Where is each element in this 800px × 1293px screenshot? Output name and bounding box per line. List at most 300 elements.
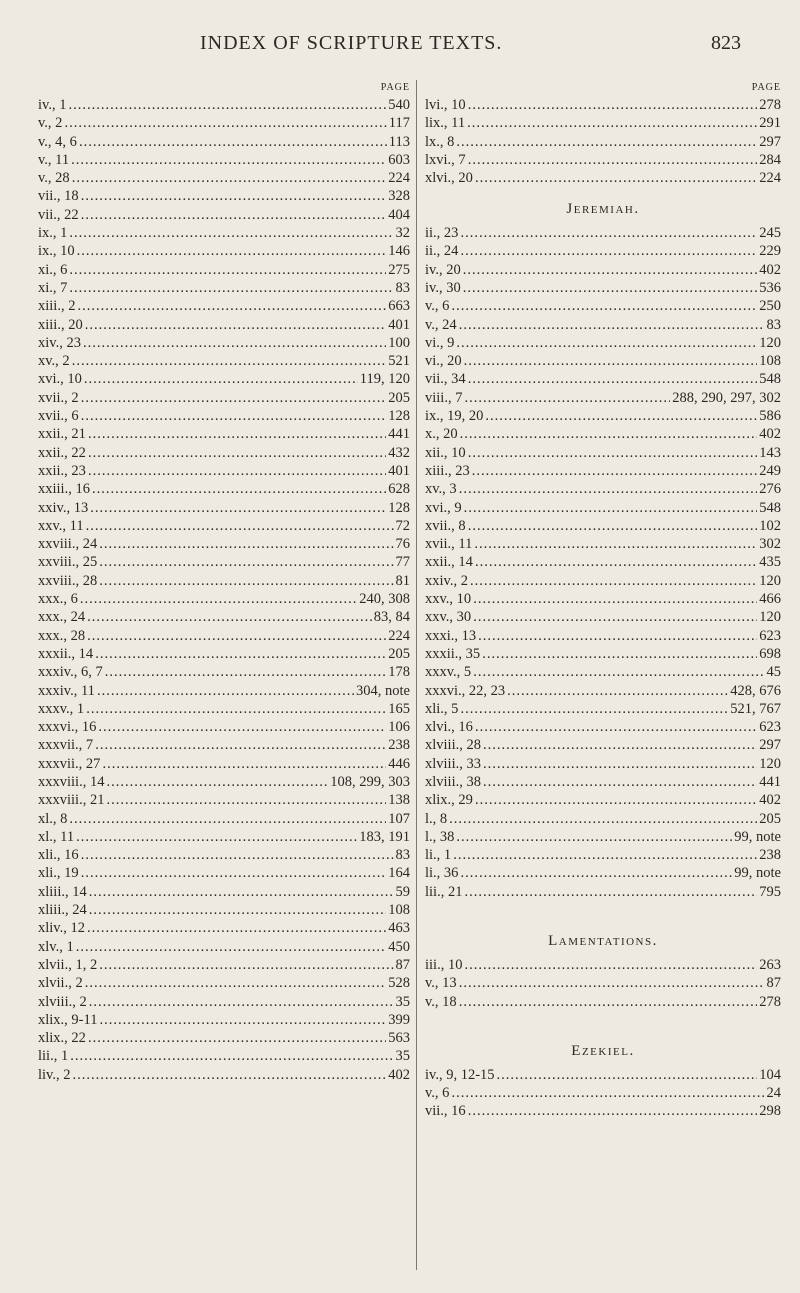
page-reference: 291 <box>759 115 781 132</box>
page-reference: 35 <box>395 993 410 1010</box>
page-reference: 402 <box>759 426 781 443</box>
page-reference: 76 <box>395 536 410 553</box>
dot-leader <box>464 883 757 901</box>
page-reference: 119, 120 <box>359 371 410 388</box>
column-divider <box>416 80 417 1270</box>
dot-leader <box>86 700 386 718</box>
scripture-reference: ix., 10 <box>38 243 75 260</box>
page-column-label: PAGE <box>380 82 410 93</box>
scripture-reference: v., 28 <box>38 170 70 187</box>
scripture-reference: xlviii., 33 <box>425 755 481 772</box>
page-reference: 548 <box>759 371 781 388</box>
scripture-reference: xv., 3 <box>425 481 457 498</box>
page-reference: 328 <box>388 188 410 205</box>
dot-leader <box>456 133 757 151</box>
scripture-reference: iv., 20 <box>425 261 461 278</box>
index-entry <box>38 206 410 224</box>
scripture-reference: xiv., 23 <box>38 334 81 351</box>
index-entry <box>425 810 781 828</box>
page-reference: 278 <box>759 993 781 1010</box>
scripture-reference: xl., 11 <box>38 828 75 845</box>
page-reference: 106 <box>388 719 410 736</box>
scripture-reference: xliii., 24 <box>38 902 87 919</box>
page-column-label: PAGE <box>751 82 781 93</box>
scripture-reference: xxx., 6 <box>38 591 78 608</box>
dot-leader <box>497 1066 758 1084</box>
index-entry <box>38 553 410 571</box>
page-reference: 120 <box>759 609 781 626</box>
scripture-reference: vi., 20 <box>425 353 462 370</box>
dot-leader <box>483 773 757 791</box>
dot-leader <box>72 169 387 187</box>
page-reference: 428, 676 <box>730 682 781 699</box>
scripture-reference: xvii., 2 <box>38 389 79 406</box>
index-entry <box>425 1102 781 1120</box>
left-index-column <box>38 80 410 1084</box>
dot-leader <box>485 407 757 425</box>
scripture-reference: xxviii., 24 <box>38 536 98 553</box>
page-reference: 120 <box>759 755 781 772</box>
dot-leader <box>460 224 757 242</box>
dot-leader <box>95 645 386 663</box>
index-entry <box>425 242 781 260</box>
scripture-reference: xl., 8 <box>38 810 68 827</box>
index-entry <box>38 974 410 992</box>
scripture-reference: vii., 18 <box>38 188 79 205</box>
index-entry <box>425 480 781 498</box>
dot-leader <box>470 572 757 590</box>
page-reference: 402 <box>759 792 781 809</box>
scripture-reference: xxxi., 13 <box>425 627 477 644</box>
page-reference: 107 <box>388 810 410 827</box>
scripture-reference: xlix., 9-11 <box>38 1011 98 1028</box>
index-entry <box>38 1029 410 1047</box>
index-entry <box>425 517 781 535</box>
dot-leader <box>98 718 386 736</box>
index-entry <box>425 993 781 1011</box>
dot-leader <box>473 590 757 608</box>
dot-leader <box>99 553 393 571</box>
page-reference: 446 <box>388 755 410 772</box>
page-reference: 563 <box>388 1030 410 1047</box>
page-reference: 178 <box>388 664 410 681</box>
scripture-reference: xxxvi., 22, 23 <box>425 682 506 699</box>
index-entry <box>38 810 410 828</box>
scripture-reference: iv., 9, 12-15 <box>425 1066 495 1083</box>
scripture-reference: xvii., 6 <box>38 408 79 425</box>
index-entry <box>425 169 781 187</box>
dot-leader <box>478 627 757 645</box>
page-reference: 298 <box>759 1103 781 1120</box>
scripture-reference: vii., 34 <box>425 371 466 388</box>
index-entry <box>38 297 410 315</box>
dot-leader <box>464 352 758 370</box>
page-reference: 528 <box>388 975 410 992</box>
page-reference: 87 <box>766 975 781 992</box>
index-entry <box>38 1066 410 1084</box>
index-entry <box>425 553 781 571</box>
dot-leader <box>459 993 758 1011</box>
index-entry <box>425 846 781 864</box>
index-entry <box>425 828 781 846</box>
scripture-reference: li., 1 <box>425 847 452 864</box>
dot-leader <box>97 682 354 700</box>
dot-leader <box>475 553 757 571</box>
index-entry <box>425 645 781 663</box>
dot-leader <box>482 645 757 663</box>
scripture-reference: v., 13 <box>425 975 457 992</box>
dot-leader <box>468 444 758 462</box>
page-reference: 205 <box>388 389 410 406</box>
dot-leader <box>81 187 387 205</box>
page-reference: 108 <box>388 902 410 919</box>
scripture-reference: xlvi., 20 <box>425 170 473 187</box>
index-entry <box>38 535 410 553</box>
index-entry <box>425 224 781 242</box>
scripture-reference: xlvii., 1, 2 <box>38 956 98 973</box>
index-entry <box>425 334 781 352</box>
page-reference: 224 <box>388 170 410 187</box>
index-entry <box>38 425 410 443</box>
page-reference: 100 <box>388 334 410 351</box>
book-heading: Jeremiah. <box>566 201 640 218</box>
scripture-reference: xiii., 23 <box>425 462 470 479</box>
page-reference: 224 <box>388 627 410 644</box>
index-entry <box>425 1066 781 1084</box>
scripture-reference: xi., 6 <box>38 261 68 278</box>
page-reference: 83 <box>766 316 781 333</box>
index-entry <box>38 96 410 114</box>
dot-leader <box>99 1011 386 1029</box>
scripture-reference: v., 6 <box>425 1085 450 1102</box>
index-entry <box>425 590 781 608</box>
page-reference: 521, 767 <box>730 700 781 717</box>
page-reference: 441 <box>388 426 410 443</box>
page-reference: 623 <box>759 627 781 644</box>
index-entry <box>38 682 410 700</box>
page-number: 823 <box>711 32 741 54</box>
dot-leader <box>72 352 387 370</box>
index-entry <box>425 791 781 809</box>
page-reference: 143 <box>759 444 781 461</box>
scripture-reference: xxxiv., 6, 7 <box>38 664 103 681</box>
page-reference: 548 <box>759 499 781 516</box>
scripture-reference: v., 2 <box>38 115 63 132</box>
scripture-reference: lvi., 10 <box>425 97 466 113</box>
index-entry <box>38 1011 410 1029</box>
page-reference: 24 <box>766 1085 781 1102</box>
dot-leader <box>81 864 387 882</box>
index-entry <box>38 151 410 169</box>
page-reference: 402 <box>759 261 781 278</box>
index-entry <box>38 864 410 882</box>
index-entry <box>425 444 781 462</box>
dot-leader <box>69 224 393 242</box>
dot-leader <box>459 480 758 498</box>
scripture-reference: ix., 1 <box>38 225 68 242</box>
dot-leader <box>468 151 758 169</box>
scripture-reference: xli., 5 <box>425 700 459 717</box>
dot-leader <box>473 663 764 681</box>
page-reference: 463 <box>388 920 410 937</box>
scripture-reference: xxxviii., 21 <box>38 792 105 809</box>
index-entry <box>38 1047 410 1065</box>
page-reference: 32 <box>395 225 410 242</box>
dot-leader <box>467 114 757 132</box>
scripture-reference: v., 11 <box>38 151 70 168</box>
page-reference: 432 <box>388 444 410 461</box>
dot-leader <box>68 96 386 114</box>
page-reference: 401 <box>388 316 410 333</box>
index-entry <box>425 370 781 388</box>
section-spacer <box>425 901 781 919</box>
dot-leader <box>87 608 372 626</box>
dot-leader <box>456 828 732 846</box>
scripture-reference: xlviii., 2 <box>38 993 87 1010</box>
scripture-reference: xlix., 29 <box>425 792 473 809</box>
scripture-reference: xxxv., 1 <box>38 700 85 717</box>
page-reference: 205 <box>759 810 781 827</box>
scripture-reference: xli., 19 <box>38 865 79 882</box>
page-header <box>0 32 800 62</box>
page-reference: 304, note <box>356 682 410 699</box>
page-reference: 698 <box>759 645 781 662</box>
dot-leader <box>64 114 386 132</box>
scripture-reference: xxii., 14 <box>425 554 473 571</box>
index-entry <box>38 590 410 608</box>
dot-leader <box>106 791 386 809</box>
index-entry <box>425 352 781 370</box>
index-entry <box>425 499 781 517</box>
index-entry <box>425 407 781 425</box>
scripture-reference: xlv., 1 <box>38 938 74 955</box>
index-entry <box>425 96 781 114</box>
dot-leader <box>475 718 757 736</box>
dot-leader <box>83 334 386 352</box>
dot-leader <box>474 535 757 553</box>
page-reference: 586 <box>759 408 781 425</box>
index-entry <box>425 956 781 974</box>
page-reference: 284 <box>759 151 781 168</box>
index-entry <box>425 864 781 882</box>
scripture-reference: vii., 22 <box>38 206 79 223</box>
page-reference: 276 <box>759 481 781 498</box>
dot-leader <box>76 828 357 846</box>
scripture-reference: xxx., 28 <box>38 627 86 644</box>
scripture-reference: xxxviii., 14 <box>38 773 105 790</box>
page-reference: 59 <box>395 883 410 900</box>
index-entry <box>38 956 410 974</box>
scripture-reference: xliii., 14 <box>38 883 87 900</box>
page-reference: 165 <box>388 700 410 717</box>
scripture-reference: v., 6 <box>425 298 450 315</box>
index-entry <box>38 773 410 791</box>
page-reference: 435 <box>759 554 781 571</box>
page-reference: 108 <box>759 353 781 370</box>
dot-leader <box>464 956 757 974</box>
dot-leader <box>468 517 758 535</box>
scripture-reference: xxxii., 35 <box>425 645 481 662</box>
dot-leader <box>451 297 757 315</box>
scripture-reference: xiii., 20 <box>38 316 83 333</box>
dot-leader <box>85 974 387 992</box>
scripture-reference: xxviii., 28 <box>38 572 98 589</box>
page-reference: 205 <box>388 645 410 662</box>
page-reference: 628 <box>388 481 410 498</box>
page-reference: 795 <box>759 883 781 900</box>
index-entry <box>425 736 781 754</box>
page-title: INDEX OF SCRIPTURE TEXTS. <box>200 32 503 54</box>
index-entry <box>38 224 410 242</box>
dot-leader <box>73 1066 387 1084</box>
index-entry <box>38 407 410 425</box>
page-reference: 72 <box>395 517 410 534</box>
index-entry <box>38 755 410 773</box>
dot-leader <box>81 206 387 224</box>
scripture-reference: lii., 21 <box>425 883 463 900</box>
dot-leader <box>77 242 387 260</box>
page-reference: 441 <box>759 773 781 790</box>
index-entry <box>425 974 781 992</box>
scripture-reference: vii., 16 <box>425 1103 466 1120</box>
page-reference: 164 <box>388 865 410 882</box>
scripture-reference: xxii., 22 <box>38 444 86 461</box>
dot-leader <box>88 1029 386 1047</box>
page-reference: 120 <box>759 334 781 351</box>
scripture-reference: ii., 23 <box>425 225 459 242</box>
page-reference: 83 <box>395 847 410 864</box>
dot-leader <box>464 389 670 407</box>
dot-leader <box>99 956 393 974</box>
index-entry <box>38 389 410 407</box>
page-reference: 263 <box>759 956 781 973</box>
dot-leader <box>460 700 728 718</box>
dot-leader <box>69 810 386 828</box>
dot-leader <box>69 261 386 279</box>
dot-leader <box>459 316 765 334</box>
dot-leader <box>475 791 757 809</box>
page-reference: 623 <box>759 719 781 736</box>
dot-leader <box>81 407 387 425</box>
page-reference: 113 <box>388 133 410 150</box>
scripture-reference: xv., 2 <box>38 353 70 370</box>
scripture-reference: xxv., 10 <box>425 591 472 608</box>
scripture-reference: xxv., 30 <box>425 609 472 626</box>
scripture-reference: iii., 10 <box>425 956 463 973</box>
index-entry <box>425 773 781 791</box>
index-entry <box>425 114 781 132</box>
index-entry <box>38 718 410 736</box>
index-entry <box>38 444 410 462</box>
dot-leader <box>483 736 757 754</box>
scripture-reference: xxxvii., 7 <box>38 737 94 754</box>
page-reference: 245 <box>759 225 781 242</box>
scripture-reference: v., 18 <box>425 993 457 1010</box>
page-reference: 104 <box>759 1066 781 1083</box>
scripture-reference: iv., 1 <box>38 97 67 113</box>
page-reference: 102 <box>759 517 781 534</box>
index-entry <box>425 700 781 718</box>
scripture-reference: xvii., 11 <box>425 536 473 553</box>
page-reference: 401 <box>388 462 410 479</box>
index-entry <box>425 682 781 700</box>
index-entry <box>425 425 781 443</box>
dot-leader <box>472 462 758 480</box>
index-entry <box>38 608 410 626</box>
index-entry <box>38 572 410 590</box>
dot-leader <box>80 590 357 608</box>
page-reference: 183, 191 <box>359 828 410 845</box>
page-reference: 663 <box>388 298 410 315</box>
page-reference: 297 <box>759 737 781 754</box>
page-reference: 521 <box>388 353 410 370</box>
dot-leader <box>449 810 757 828</box>
page-reference: 278 <box>759 97 781 113</box>
page-reference: 99, note <box>734 865 781 882</box>
scripture-reference: xxxii., 14 <box>38 645 94 662</box>
dot-leader <box>460 425 758 443</box>
scripture-reference: lx., 8 <box>425 133 455 150</box>
scripture-reference: l., 38 <box>425 828 455 845</box>
dot-leader <box>76 938 387 956</box>
index-entry <box>425 535 781 553</box>
dot-leader <box>92 480 386 498</box>
index-entry <box>38 993 410 1011</box>
dot-leader <box>463 261 758 279</box>
dot-leader <box>99 535 393 553</box>
index-entry <box>425 608 781 626</box>
scripture-reference: xliv., 12 <box>38 920 85 937</box>
dot-leader <box>475 169 757 187</box>
scripture-reference: xxiv., 2 <box>425 572 468 589</box>
dot-leader <box>86 517 394 535</box>
page-reference: 399 <box>388 1011 410 1028</box>
index-entry <box>38 791 410 809</box>
index-entry <box>38 736 410 754</box>
index-entry <box>38 919 410 937</box>
page-reference: 128 <box>388 408 410 425</box>
dot-leader <box>468 96 758 114</box>
index-entry <box>38 462 410 480</box>
page-reference: 275 <box>388 261 410 278</box>
scripture-reference: v., 24 <box>425 316 457 333</box>
scripture-reference: xvi., 9 <box>425 499 462 516</box>
page-reference: 224 <box>759 170 781 187</box>
index-entry <box>425 316 781 334</box>
index-entry <box>425 279 781 297</box>
scripture-reference: xli., 16 <box>38 847 79 864</box>
page-reference: 240, 308 <box>359 591 410 608</box>
index-entry <box>38 700 410 718</box>
dot-leader <box>88 444 386 462</box>
index-entry <box>38 846 410 864</box>
scripture-reference: xlvii., 2 <box>38 975 83 992</box>
scripture-reference: xxx., 24 <box>38 609 86 626</box>
index-entry <box>38 499 410 517</box>
index-entry <box>38 645 410 663</box>
scripture-reference: xxviii., 25 <box>38 554 98 571</box>
page-reference: 138 <box>388 792 410 809</box>
index-entry <box>425 261 781 279</box>
page-reference: 120 <box>759 572 781 589</box>
dot-leader <box>451 1084 764 1102</box>
page-reference: 404 <box>388 206 410 223</box>
scripture-reference: xxii., 23 <box>38 462 86 479</box>
page-reference: 297 <box>759 133 781 150</box>
index-entry <box>38 114 410 132</box>
dot-leader <box>79 133 387 151</box>
dot-leader <box>81 389 387 407</box>
